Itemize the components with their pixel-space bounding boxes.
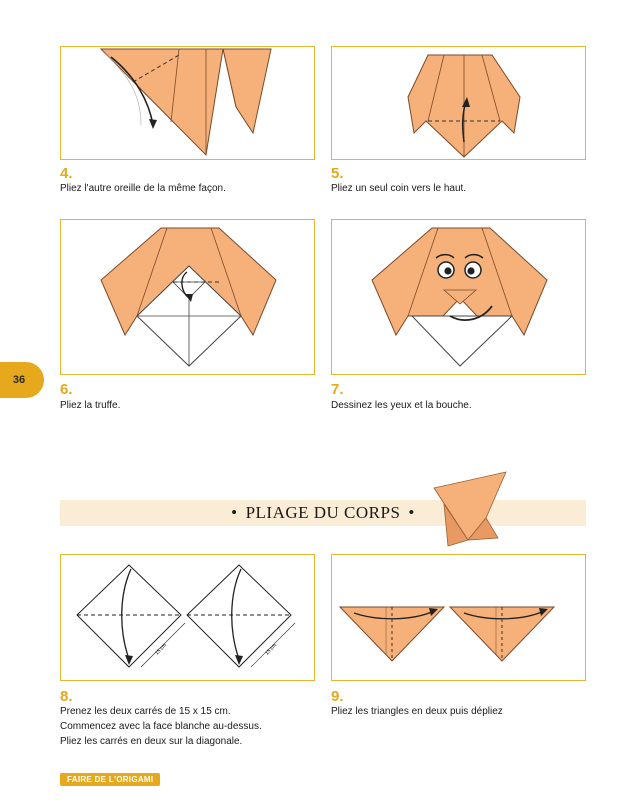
measure-label: 15 cm [154,642,169,657]
dog-head-fold-corner-diagram [332,47,587,161]
step-7-text [331,398,472,413]
page-number-tab: 36 [0,362,44,398]
square-right [187,565,295,667]
step-8-illustration [60,554,315,681]
dog-head-fold-ear-diagram [61,47,316,161]
step-8-number: 8. [60,688,73,705]
step-9-line: Pliez les triangles en deux puis dépliez [331,706,503,717]
bullet-right: • [408,503,415,522]
step-6-illustration [60,219,315,375]
step-5-line: Pliez un seul coin vers le haut. [331,183,467,194]
step-4-text [60,181,226,196]
footer-section-label: FAIRE DE L'ORIGAMI [60,773,160,786]
step-5-text [331,181,466,196]
step-8-text [60,704,262,749]
square-left [77,565,185,667]
section-title-text: PLIAGE DU CORPS [245,503,401,522]
step-6-text [60,398,120,413]
step-6-number: 6. [60,381,73,398]
origami-body-decoration [428,470,518,550]
step-8-line: Pliez les carrés en deux sur la diagonale. [60,736,243,747]
step-9-illustration [331,554,586,681]
step-4-number: 4. [60,165,73,182]
step-7-illustration [331,219,586,375]
measure-label: 15 cm [264,642,279,657]
step-6-line: Pliez la truffe. [60,400,121,411]
step-5-illustration [331,46,586,160]
squares-diagonal-fold-diagram [61,555,316,682]
step-7-line: Dessinez les yeux et la bouche. [331,400,472,411]
triangles-half-fold-diagram [332,555,587,682]
dog-head-fold-nose-diagram [61,220,316,376]
step-7-number: 7. [331,381,344,398]
step-9-text [331,704,503,719]
step-9-number: 9. [331,688,344,705]
triangle-right [450,607,554,661]
step-4-line: Pliez l'autre oreille de la même façon. [60,183,226,194]
bullet-left: • [231,503,238,522]
step-8-line: Prenez les deux carrés de 15 x 15 cm. [60,706,231,717]
triangle-left [340,607,444,661]
finished-dog-face-diagram [332,220,587,376]
step-5-number: 5. [331,165,344,182]
step-4-illustration [60,46,315,160]
step-8-line: Commencez avec la face blanche au-dessus. [60,721,262,732]
